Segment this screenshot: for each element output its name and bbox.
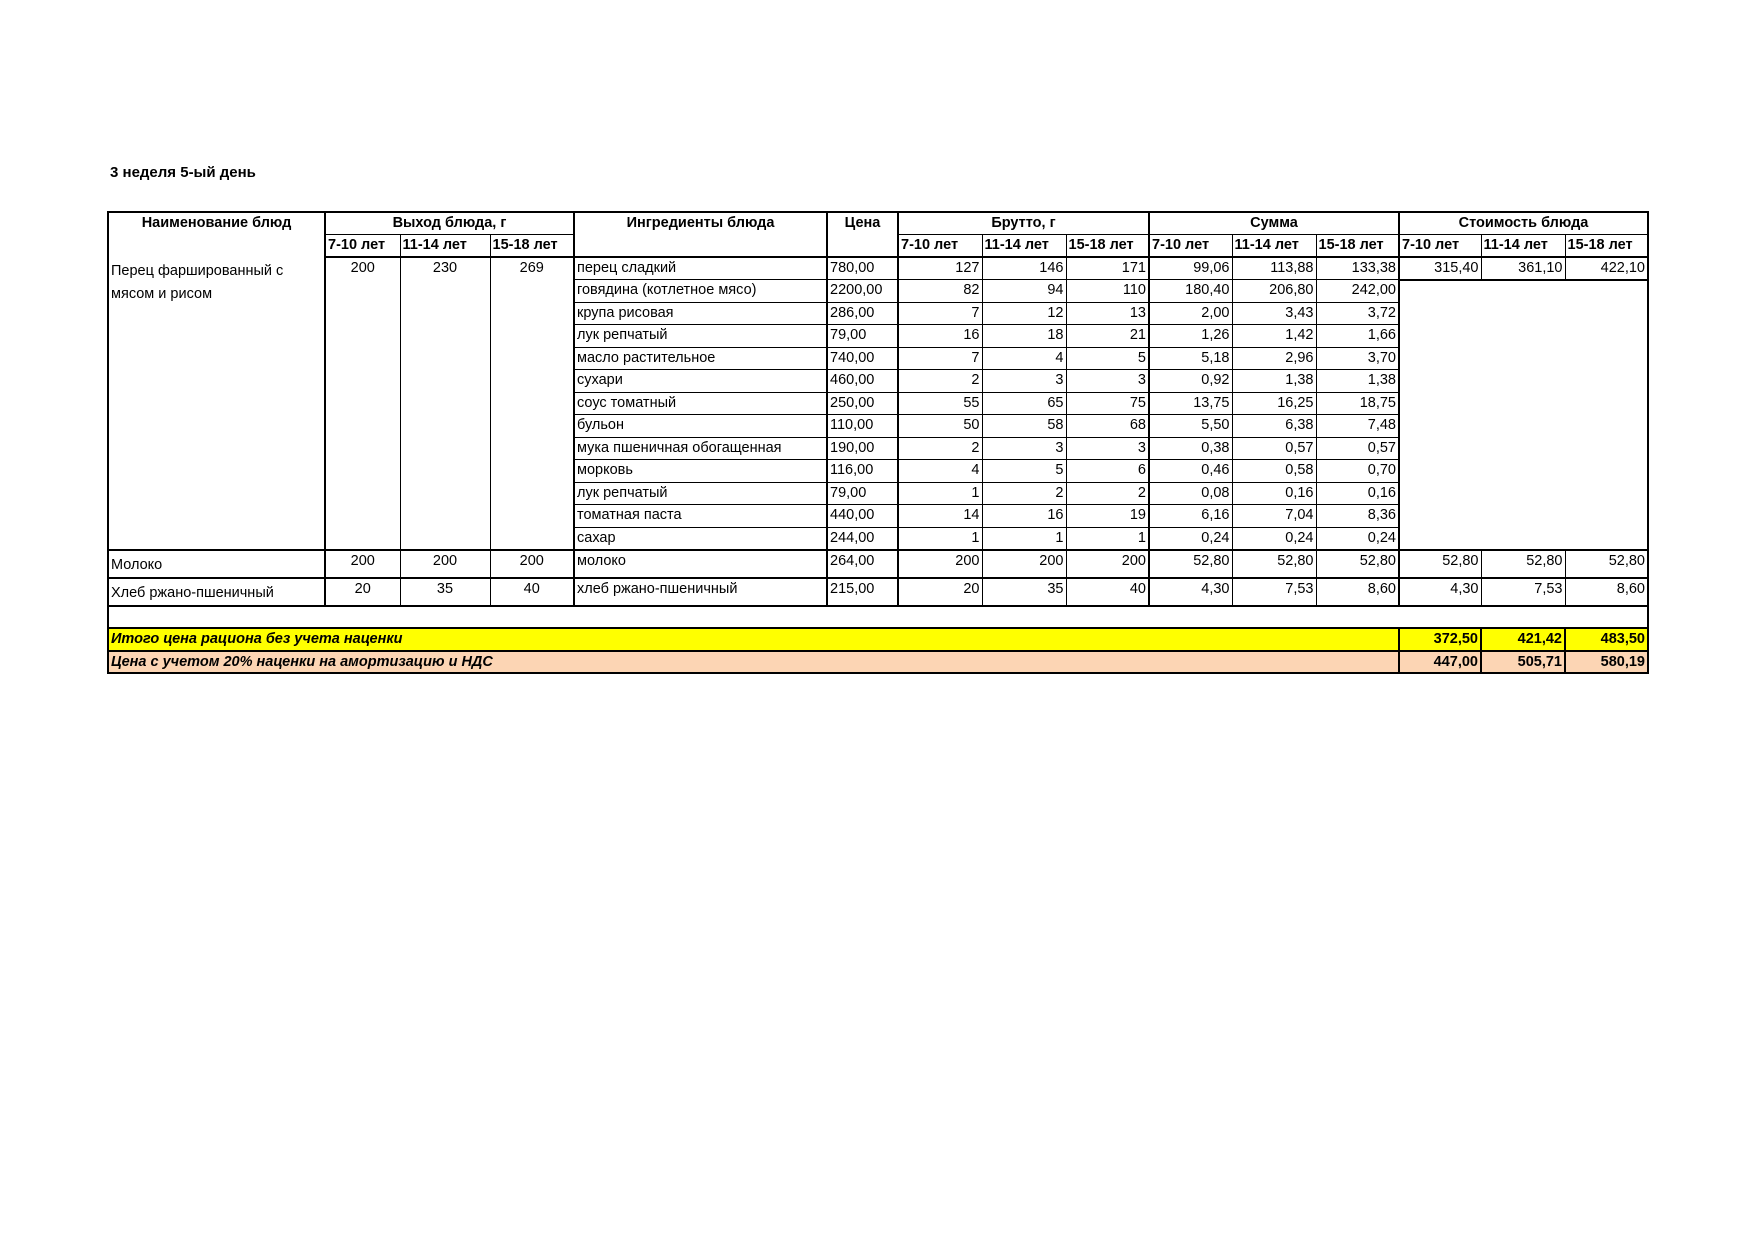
total-without-markup-label: Итого цена рациона без учета наценки bbox=[108, 628, 1399, 651]
age-header: 11-14 лет bbox=[1232, 235, 1316, 258]
sum-value: 8,60 bbox=[1316, 578, 1399, 606]
gross-value: 5 bbox=[1066, 347, 1149, 370]
total-value: 483,50 bbox=[1565, 628, 1648, 651]
sum-value: 0,38 bbox=[1149, 437, 1232, 460]
age-header: 7-10 лет bbox=[898, 235, 982, 258]
ingredient-price: 190,00 bbox=[827, 437, 898, 460]
sum-value: 0,46 bbox=[1149, 460, 1232, 483]
total-without-markup-row bbox=[108, 628, 1648, 651]
gross-value: 6 bbox=[1066, 460, 1149, 483]
sum-value: 0,08 bbox=[1149, 482, 1232, 505]
cost-value: 52,80 bbox=[1481, 550, 1565, 578]
ingredient-price: 780,00 bbox=[827, 257, 898, 280]
yield-value: 200 bbox=[325, 257, 400, 550]
ingredient-name: молоко bbox=[574, 550, 827, 578]
sum-value: 1,42 bbox=[1232, 325, 1316, 348]
sum-value: 7,48 bbox=[1316, 415, 1399, 438]
ingredient-price: 264,00 bbox=[827, 550, 898, 578]
gross-value: 55 bbox=[898, 392, 982, 415]
sum-value: 2,96 bbox=[1232, 347, 1316, 370]
empty-cell bbox=[108, 606, 1648, 629]
gross-value: 4 bbox=[898, 460, 982, 483]
header-sum: Сумма bbox=[1149, 212, 1399, 235]
sum-value: 18,75 bbox=[1316, 392, 1399, 415]
empty-cell bbox=[574, 235, 827, 258]
cost-value: 361,10 bbox=[1481, 257, 1565, 280]
gross-value: 16 bbox=[898, 325, 982, 348]
ingredient-row bbox=[108, 550, 1648, 578]
sum-value: 0,92 bbox=[1149, 370, 1232, 393]
yield-value: 230 bbox=[400, 257, 490, 550]
total-value: 421,42 bbox=[1481, 628, 1565, 651]
age-group-header-row bbox=[108, 235, 1648, 258]
sum-value: 6,16 bbox=[1149, 505, 1232, 528]
gross-value: 110 bbox=[1066, 280, 1149, 303]
sum-value: 5,18 bbox=[1149, 347, 1232, 370]
gross-value: 82 bbox=[898, 280, 982, 303]
gross-value: 127 bbox=[898, 257, 982, 280]
gross-value: 3 bbox=[1066, 370, 1149, 393]
ingredient-name: крупа рисовая bbox=[574, 302, 827, 325]
sum-value: 3,43 bbox=[1232, 302, 1316, 325]
yield-value: 200 bbox=[325, 550, 400, 578]
gross-value: 65 bbox=[982, 392, 1066, 415]
ingredient-price: 116,00 bbox=[827, 460, 898, 483]
sum-value: 180,40 bbox=[1149, 280, 1232, 303]
sum-value: 3,70 bbox=[1316, 347, 1399, 370]
gross-value: 14 bbox=[898, 505, 982, 528]
yield-value: 35 bbox=[400, 578, 490, 606]
header-ingredients: Ингредиенты блюда bbox=[574, 212, 827, 235]
age-header: 11-14 лет bbox=[400, 235, 490, 258]
empty-cell bbox=[827, 235, 898, 258]
ingredient-name: морковь bbox=[574, 460, 827, 483]
gross-value: 13 bbox=[1066, 302, 1149, 325]
sum-value: 52,80 bbox=[1149, 550, 1232, 578]
sum-value: 4,30 bbox=[1149, 578, 1232, 606]
gross-value: 2 bbox=[1066, 482, 1149, 505]
age-header: 15-18 лет bbox=[1066, 235, 1149, 258]
total-value: 447,00 bbox=[1399, 651, 1481, 674]
sum-value: 242,00 bbox=[1316, 280, 1399, 303]
gross-value: 16 bbox=[982, 505, 1066, 528]
total-value: 372,50 bbox=[1399, 628, 1481, 651]
sum-value: 99,06 bbox=[1149, 257, 1232, 280]
yield-value: 40 bbox=[490, 578, 574, 606]
gross-value: 1 bbox=[898, 482, 982, 505]
ingredient-name: лук репчатый bbox=[574, 482, 827, 505]
gross-value: 146 bbox=[982, 257, 1066, 280]
cost-value: 52,80 bbox=[1565, 550, 1648, 578]
gross-value: 1 bbox=[1066, 527, 1149, 550]
sum-value: 5,50 bbox=[1149, 415, 1232, 438]
yield-value: 269 bbox=[490, 257, 574, 550]
cost-value: 422,10 bbox=[1565, 257, 1648, 280]
dish-name: Хлеб ржано-пшеничный bbox=[108, 578, 325, 606]
sum-value: 113,88 bbox=[1232, 257, 1316, 280]
gross-value: 200 bbox=[1066, 550, 1149, 578]
sum-value: 0,58 bbox=[1232, 460, 1316, 483]
sum-value: 13,75 bbox=[1149, 392, 1232, 415]
age-header: 7-10 лет bbox=[1149, 235, 1232, 258]
sum-value: 0,24 bbox=[1316, 527, 1399, 550]
menu-cost-table bbox=[107, 211, 1649, 674]
dish-name: Молоко bbox=[108, 550, 325, 578]
gross-value: 171 bbox=[1066, 257, 1149, 280]
gross-value: 200 bbox=[982, 550, 1066, 578]
empty-cell bbox=[1399, 280, 1648, 550]
age-header: 7-10 лет bbox=[325, 235, 400, 258]
gross-value: 2 bbox=[898, 437, 982, 460]
gross-value: 21 bbox=[1066, 325, 1149, 348]
sum-value: 0,57 bbox=[1316, 437, 1399, 460]
gross-value: 7 bbox=[898, 347, 982, 370]
ingredient-name: сухари bbox=[574, 370, 827, 393]
gross-value: 68 bbox=[1066, 415, 1149, 438]
header-yield: Выход блюда, г bbox=[325, 212, 574, 235]
total-with-markup-row bbox=[108, 651, 1648, 674]
gross-value: 18 bbox=[982, 325, 1066, 348]
ingredient-price: 244,00 bbox=[827, 527, 898, 550]
sum-value: 1,38 bbox=[1316, 370, 1399, 393]
sum-value: 1,26 bbox=[1149, 325, 1232, 348]
yield-value: 200 bbox=[400, 550, 490, 578]
gross-value: 40 bbox=[1066, 578, 1149, 606]
sum-value: 0,16 bbox=[1232, 482, 1316, 505]
ingredient-price: 215,00 bbox=[827, 578, 898, 606]
gross-value: 58 bbox=[982, 415, 1066, 438]
gross-value: 2 bbox=[982, 482, 1066, 505]
sum-value: 52,80 bbox=[1232, 550, 1316, 578]
ingredient-name: лук репчатый bbox=[574, 325, 827, 348]
sum-value: 8,36 bbox=[1316, 505, 1399, 528]
sum-value: 1,66 bbox=[1316, 325, 1399, 348]
sum-value: 3,72 bbox=[1316, 302, 1399, 325]
ingredient-name: томатная паста bbox=[574, 505, 827, 528]
gross-value: 50 bbox=[898, 415, 982, 438]
dish-name: Перец фаршированный с мясом и рисом bbox=[108, 257, 325, 550]
cost-value: 52,80 bbox=[1399, 550, 1481, 578]
page-title: 3 неделя 5-ый день bbox=[110, 164, 256, 181]
ingredient-price: 110,00 bbox=[827, 415, 898, 438]
sum-value: 1,38 bbox=[1232, 370, 1316, 393]
header-gross: Брутто, г bbox=[898, 212, 1149, 235]
age-header: 15-18 лет bbox=[1565, 235, 1648, 258]
total-with-markup-label: Цена с учетом 20% наценки на амортизацию и НДС bbox=[108, 651, 1399, 674]
sum-value: 133,38 bbox=[1316, 257, 1399, 280]
sum-value: 0,70 bbox=[1316, 460, 1399, 483]
spacer-row bbox=[108, 606, 1648, 629]
gross-value: 35 bbox=[982, 578, 1066, 606]
gross-value: 20 bbox=[898, 578, 982, 606]
sum-value: 2,00 bbox=[1149, 302, 1232, 325]
total-value: 505,71 bbox=[1481, 651, 1565, 674]
ingredient-name: масло растительное bbox=[574, 347, 827, 370]
gross-value: 4 bbox=[982, 347, 1066, 370]
age-header: 11-14 лет bbox=[1481, 235, 1565, 258]
sum-value: 0,24 bbox=[1232, 527, 1316, 550]
gross-value: 2 bbox=[898, 370, 982, 393]
sum-value: 206,80 bbox=[1232, 280, 1316, 303]
ingredient-name: говядина (котлетное мясо) bbox=[574, 280, 827, 303]
sum-value: 52,80 bbox=[1316, 550, 1399, 578]
age-header: 15-18 лет bbox=[1316, 235, 1399, 258]
age-header: 11-14 лет bbox=[982, 235, 1066, 258]
gross-value: 19 bbox=[1066, 505, 1149, 528]
gross-value: 1 bbox=[898, 527, 982, 550]
yield-value: 200 bbox=[490, 550, 574, 578]
ingredient-price: 2200,00 bbox=[827, 280, 898, 303]
ingredient-price: 740,00 bbox=[827, 347, 898, 370]
header-dish-name: Наименование блюд bbox=[108, 212, 325, 257]
ingredient-name: бульон bbox=[574, 415, 827, 438]
gross-value: 3 bbox=[982, 437, 1066, 460]
age-header: 15-18 лет bbox=[490, 235, 574, 258]
sum-value: 0,16 bbox=[1316, 482, 1399, 505]
cost-value: 4,30 bbox=[1399, 578, 1481, 606]
sum-value: 6,38 bbox=[1232, 415, 1316, 438]
gross-value: 75 bbox=[1066, 392, 1149, 415]
ingredient-row bbox=[108, 257, 1648, 280]
sum-value: 7,04 bbox=[1232, 505, 1316, 528]
ingredient-name: хлеб ржано-пшеничный bbox=[574, 578, 827, 606]
ingredient-name: перец сладкий bbox=[574, 257, 827, 280]
total-value: 580,19 bbox=[1565, 651, 1648, 674]
gross-value: 7 bbox=[898, 302, 982, 325]
gross-value: 5 bbox=[982, 460, 1066, 483]
gross-value: 3 bbox=[982, 370, 1066, 393]
ingredient-price: 79,00 bbox=[827, 482, 898, 505]
ingredient-row bbox=[108, 578, 1648, 606]
ingredient-name: соус томатный bbox=[574, 392, 827, 415]
cost-value: 8,60 bbox=[1565, 578, 1648, 606]
sum-value: 16,25 bbox=[1232, 392, 1316, 415]
ingredient-name: сахар bbox=[574, 527, 827, 550]
gross-value: 1 bbox=[982, 527, 1066, 550]
ingredient-price: 440,00 bbox=[827, 505, 898, 528]
header-cost: Стоимость блюда bbox=[1399, 212, 1648, 235]
cost-value: 7,53 bbox=[1481, 578, 1565, 606]
age-header: 7-10 лет bbox=[1399, 235, 1481, 258]
ingredient-price: 250,00 bbox=[827, 392, 898, 415]
gross-value: 12 bbox=[982, 302, 1066, 325]
ingredient-name: мука пшеничная обогащенная bbox=[574, 437, 827, 460]
sum-value: 0,24 bbox=[1149, 527, 1232, 550]
ingredient-price: 460,00 bbox=[827, 370, 898, 393]
gross-value: 94 bbox=[982, 280, 1066, 303]
yield-value: 20 bbox=[325, 578, 400, 606]
cost-value: 315,40 bbox=[1399, 257, 1481, 280]
gross-value: 3 bbox=[1066, 437, 1149, 460]
header-price: Цена bbox=[827, 212, 898, 235]
ingredient-price: 286,00 bbox=[827, 302, 898, 325]
sum-value: 0,57 bbox=[1232, 437, 1316, 460]
gross-value: 200 bbox=[898, 550, 982, 578]
ingredient-price: 79,00 bbox=[827, 325, 898, 348]
sum-value: 7,53 bbox=[1232, 578, 1316, 606]
